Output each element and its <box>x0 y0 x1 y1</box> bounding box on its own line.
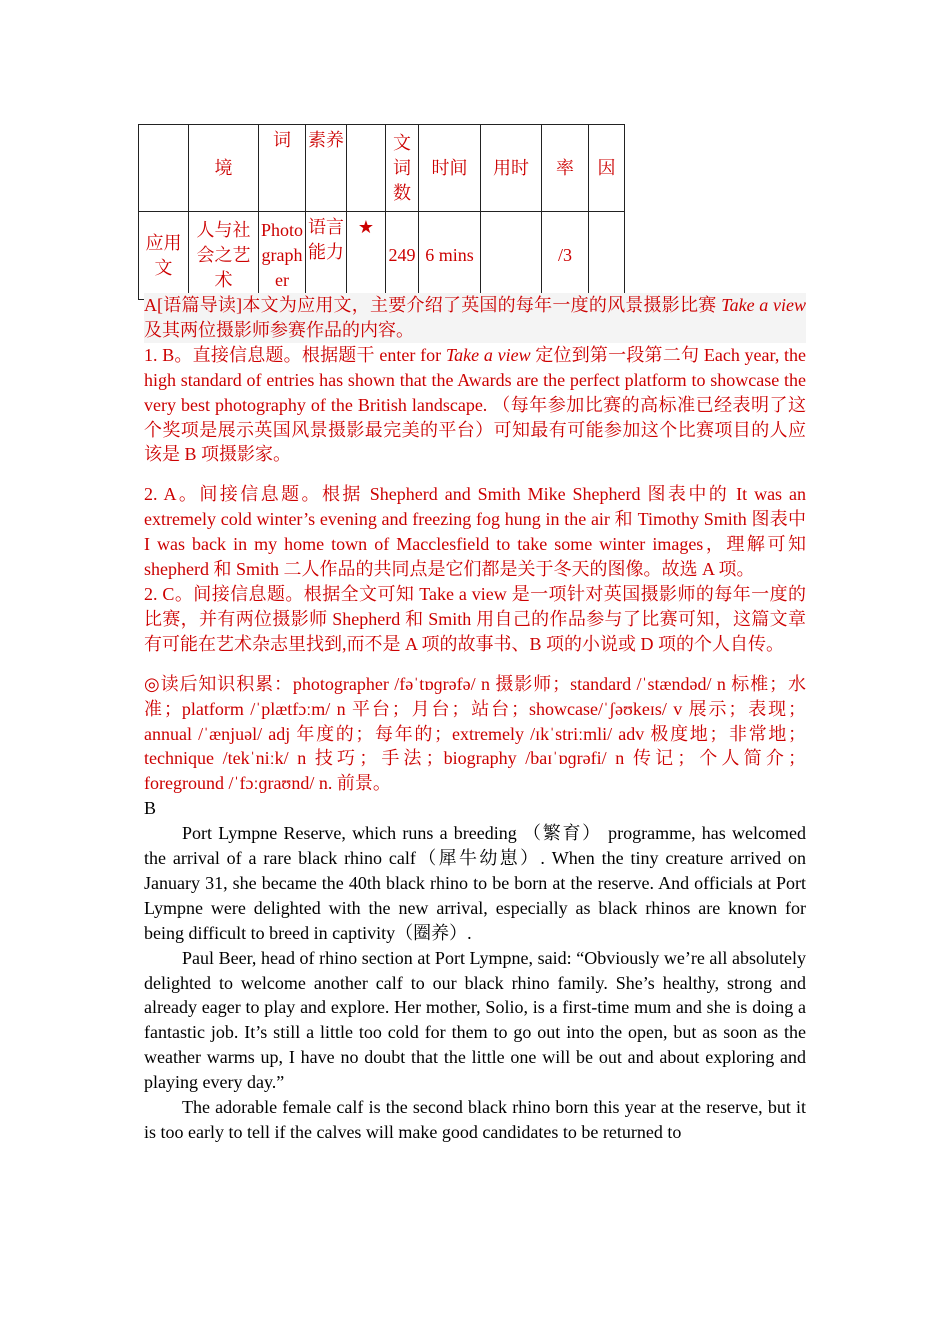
answer-2: 2. A。间接信息题。根据 Shepherd and Smith Mike Shepherd 图表中的 It was an extremely cold winter’s evening and freezing fog hung in the air 和 Timothy Smith 图表中 I was back in my home town of Macclesfield to take some winter images，理解可知 shepherd 和 Smith 二人作品的共同点是它们都是关于冬天的图像。故选 A 项。 <box>144 484 806 580</box>
passage-label: B <box>144 798 157 819</box>
intro-competition-title: Take a view <box>721 295 807 315</box>
intro-text-b: 及其两位摄影师参赛作品的内容。 <box>144 319 414 340</box>
header-cell-time-used: 用时 <box>481 125 542 212</box>
passage-paragraph-1: Port Lympne Reserve, which runs a breeding （繁育） programme, has welcomed the arrival of a rare black rhino calf（犀牛幼崽）. When the tiny creature arrived on January 31, she became the 40th black rhino to be born at the reserve. And officials at Port Lympne were delighted with the new arrival, especially as black rhinos are known for being difficult to breed in captivity（圈养）. <box>144 823 806 943</box>
cell-rate: /3 <box>542 212 589 300</box>
answer-1 <box>144 343 806 468</box>
header-cell-5 <box>347 125 386 212</box>
answer-1-text-a: 1. B。直接信息题。根据题干 enter for <box>144 344 446 365</box>
answer-3: 2. C。间接信息题。根据全文可知 Take a view 是一项针对英国摄影师的每年一度的比赛，并有两位摄影师 Shepherd 和 Smith 用自己的作品参与了比赛可知，这篇文章有可能在艺术杂志里找到,而不是 A 项的故事书、B 项的小说或 D 项的个人自传。 <box>144 583 806 654</box>
passage-paragraph-3: The adorable female calf is the second black rhino born this year at the reserve, but it is too early to tell if the calves will make good candidates to be returned to <box>144 1097 806 1142</box>
header-cell-literacy: 素养 <box>306 125 347 212</box>
cell-time: 6 mins <box>419 212 481 300</box>
reading-info-table <box>138 124 625 300</box>
cell-literacy: 语言能力 <box>306 212 347 300</box>
cell-word-count: 249 <box>386 212 419 300</box>
header-cell-context: 境 <box>189 125 259 212</box>
cell-text-type: 应用文 <box>139 212 189 300</box>
cell-difficulty-star: ★ <box>347 212 386 300</box>
passage-b <box>144 796 806 1145</box>
cell-context: 人与社会之艺术 <box>189 212 259 300</box>
header-cell-word-count: 文词数 <box>386 125 419 212</box>
spacer <box>144 467 806 482</box>
cell-keyword: Photographer <box>259 212 306 300</box>
info-table-wrapper <box>138 124 625 300</box>
header-cell-rate: 率 <box>542 125 589 212</box>
passage-intro <box>144 293 806 343</box>
vocabulary-notes: ◎读后知识积累：photographer /fəˈtɒɡrəfə/ n 摄影师；standard /ˈstændəd/ n 标椎；水准；platform /ˈplætfɔːm/ n 平台；月台；站台；showcase/ˈʃəʊkeɪs/ v 展示；表现；annual /ˈænjuəl/ adj 年度的；每年的；extremely /ɪkˈstriːmli/ adv 极度地；非常地；technique /tekˈniːk/ n 技巧；手法；biography /baɪˈɒɡrəfi/ n 传记；个人简介；foreground /ˈfɔːɡraʊnd/ n. 前景。 <box>144 673 806 794</box>
answer-1-title: Take a view <box>445 344 531 365</box>
cell-reason <box>589 212 625 300</box>
answer-1-text-b: 定位到第一段第二句 Each year, the high standard of entries has shown that the Awards are the perfect platform to showcase the very best photography of the British landscape. （每年参加比赛的高标准已经表明了这个奖项是展示英国风景摄影最完美的平台）可知最有可能参加这个比赛项目的人应该是 B 项摄影家。 <box>144 344 807 465</box>
table-data-row <box>139 212 625 300</box>
header-cell-time: 时间 <box>419 125 481 212</box>
intro-text-a: A[语篇导读]本文为应用文，主要介绍了英国的每年一度的风景摄影比赛 <box>144 295 722 315</box>
document-content <box>144 293 806 1145</box>
header-cell-1 <box>139 125 189 212</box>
table-header-row <box>139 125 625 212</box>
passage-paragraph-2: Paul Beer, head of rhino section at Port Lympne, said: “Obviously we’re all absolutely delighted to welcome another calf to our black rhino family. She’s healthy, strong and already eager to play and explore. Her mother, Solio, is a first-time mum and she is doing a fantastic job. It’s still a little too cold for them to go out into the open, but as soon as the weather warms up, I have no doubt that the little one will be out and about exploring and playing every day.” <box>144 947 806 1093</box>
header-cell-word: 词 <box>259 125 306 212</box>
spacer <box>144 657 806 672</box>
header-cell-reason: 因 <box>589 125 625 212</box>
cell-time-used <box>481 212 542 300</box>
